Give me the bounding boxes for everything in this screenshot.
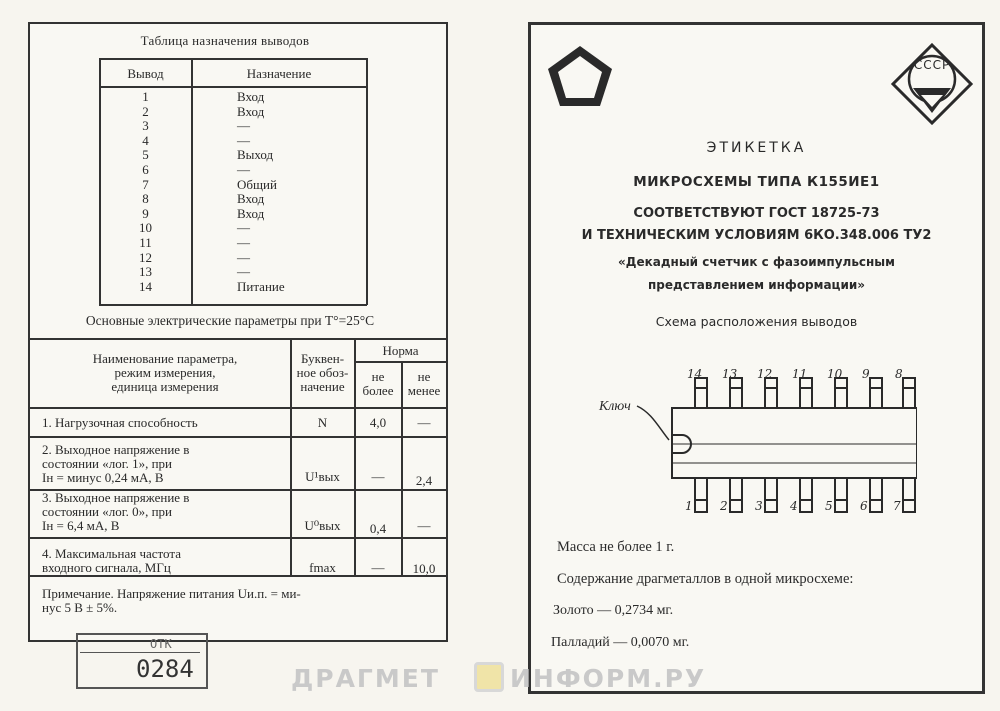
pin-row	[100, 134, 366, 149]
pin-label: 13	[722, 367, 738, 381]
top-pin-tip	[870, 378, 882, 388]
key-label: Ключ	[599, 399, 631, 414]
param-3-name-1: 3. Выходное напряжение в	[42, 490, 190, 505]
pin-number: 12	[139, 249, 152, 265]
param-3-name-2: состоянии «лог. 0», при	[42, 504, 172, 519]
pin-number: 2	[142, 103, 149, 119]
watermark-right: ИНФОРМ.РУ	[510, 664, 707, 693]
params-row3-rule	[30, 537, 446, 539]
top-pin-tip	[903, 378, 915, 388]
top-pin	[870, 388, 882, 408]
param-1-max: 4,0	[369, 415, 387, 430]
param-name-header-2: режим измерения,	[114, 365, 216, 380]
bottom-pin-tip	[730, 500, 742, 512]
purpose-col-header: Назначение	[246, 66, 312, 81]
pin-table	[100, 90, 366, 294]
bottom-pin-tip	[765, 500, 777, 512]
param-3-max: 0,4	[369, 521, 387, 536]
pin-row	[100, 178, 366, 193]
pin-row	[100, 236, 366, 251]
label-line-1: МИКРОСХЕМЫ ТИПА К155ИЕ1	[633, 174, 880, 190]
metals-title: Содержание драгметаллов в одной микросхеме:	[557, 571, 854, 587]
pin-table-title: Таблица назначения выводов	[140, 33, 310, 48]
otk-stamp-divider	[80, 652, 200, 653]
param-4-name-2: входного сигнала, МГц	[42, 560, 171, 575]
pin-row	[100, 280, 366, 295]
pin-table-header-rule	[99, 86, 367, 88]
gold-content: Золото — 0,2734 мг.	[553, 603, 674, 618]
top-pin	[903, 388, 915, 408]
symbol-header-2: ное обоз-	[296, 365, 349, 380]
pin-label: 7	[893, 499, 901, 513]
mass-text: Масса не более 1 г.	[557, 539, 675, 555]
pin-row	[100, 163, 366, 178]
top-pin	[695, 388, 707, 408]
pin-label: 3	[755, 499, 763, 513]
param-4-min: 10,0	[412, 561, 436, 576]
pin-row	[100, 105, 366, 120]
min-header-2: менее	[407, 383, 441, 398]
pin-row	[100, 265, 366, 280]
watermark-logo-icon	[474, 662, 504, 692]
pinout-scheme	[597, 358, 917, 523]
param-4-max: —	[371, 560, 385, 575]
pin-purpose: —	[237, 249, 250, 265]
param-1-name: 1. Нагрузочная способность	[42, 415, 198, 430]
pin-number: 11	[139, 234, 152, 250]
label-line-4: «Декадный счетчик с фазоимпульсным	[618, 255, 895, 269]
symbol-header-1: Буквен-	[300, 351, 345, 366]
bottom-pin	[870, 478, 882, 500]
otk-stamp-number: 0284	[136, 655, 194, 683]
params-header-rule	[30, 407, 446, 409]
bottom-pin-tip	[870, 500, 882, 512]
watermark-left: ДРАГМЕТ	[291, 664, 440, 693]
pin-number: 8	[142, 191, 149, 207]
pin-label: 9	[862, 367, 870, 381]
param-2-max: —	[371, 469, 385, 484]
pin-label: 14	[687, 367, 703, 381]
pin-number: 3	[142, 118, 149, 134]
param-2-name-2: состоянии «лог. 1», при	[42, 456, 172, 471]
param-4-name-1: 4. Максимальная частота	[42, 546, 181, 561]
product-label-sheet	[528, 22, 985, 694]
params-title: Основные электрические параметры при Т°=25°С	[85, 313, 375, 328]
bottom-pin	[765, 478, 777, 500]
param-2-name-1: 2. Выходное напряжение в	[42, 442, 190, 457]
pin-row	[100, 90, 366, 105]
label-line-5: представлением информации»	[647, 278, 866, 292]
pin-number: 13	[139, 264, 152, 280]
param-3-name-3: Iн = 6,4 мА, В	[42, 518, 120, 533]
pin-label: 12	[757, 367, 773, 381]
param-1-symbol: N	[317, 415, 328, 430]
param-1-min: —	[417, 415, 431, 430]
params-top-rule	[30, 338, 446, 340]
top-pin	[835, 388, 847, 408]
label-line-2: СООТВЕТСТВУЮТ ГОСТ 18725-73	[633, 206, 880, 221]
pin-row	[100, 207, 366, 222]
pin-purpose: —	[237, 234, 250, 250]
param-4-symbol: fmax	[309, 560, 336, 575]
bottom-pin-tip	[695, 500, 707, 512]
bottom-pin	[695, 478, 707, 500]
symbol-header-3: начение	[300, 379, 345, 394]
params-row4-rule	[30, 575, 446, 577]
pin-row	[100, 119, 366, 134]
param-2-name-3: Iн = минус 0,24 мА, В	[42, 470, 164, 485]
pin-purpose: —	[237, 118, 250, 134]
bottom-pin	[903, 478, 915, 500]
pin-number: 9	[142, 205, 149, 221]
pin-label: 11	[792, 367, 808, 381]
pin-table-bottom-rule	[99, 304, 367, 306]
pin-number: 1	[142, 89, 149, 104]
bottom-pin-tip	[835, 500, 847, 512]
pin-purpose: Общий	[237, 176, 277, 192]
pin-number: 5	[142, 147, 149, 163]
pin-number: 14	[139, 278, 152, 294]
bottom-pin	[800, 478, 812, 500]
pin-label: 6	[860, 499, 868, 513]
pin-purpose: Вход	[237, 89, 265, 104]
pin-purpose: —	[237, 264, 250, 280]
params-row1-rule	[30, 436, 446, 438]
ussr-mark-text: СССР	[913, 58, 951, 72]
palladium-content: Палладий — 0,0070 мг.	[551, 635, 690, 650]
pin-label: 8	[895, 367, 903, 381]
pin-purpose: Вход	[237, 205, 265, 221]
pin-col-header: Вывод	[127, 66, 164, 81]
pin-row	[100, 221, 366, 236]
pin-label: 2	[720, 499, 728, 513]
param-2-symbol: U¹вых	[305, 469, 340, 484]
pin-label: 4	[790, 499, 798, 513]
pin-label: 10	[827, 367, 843, 381]
otk-stamp	[76, 633, 208, 689]
scheme-title: Схема расположения выводов	[655, 314, 858, 329]
params-norm-rule	[354, 361, 446, 363]
pin-purpose: Вход	[237, 103, 265, 119]
top-pin	[765, 388, 777, 408]
label-title: ЭТИКЕТКА	[706, 140, 807, 156]
bottom-pin-tip	[800, 500, 812, 512]
bottom-pin	[835, 478, 847, 500]
chip-body	[672, 408, 917, 478]
bottom-pin-tip	[903, 500, 915, 512]
note-line-1: Примечание. Напряжение питания Uи.п. = ми-	[42, 586, 301, 601]
top-pin	[730, 388, 742, 408]
norm-header: Норма	[382, 343, 419, 358]
pin-purpose: —	[237, 132, 250, 148]
pin-number: 4	[142, 132, 149, 148]
pin-table-right-rule	[366, 58, 368, 305]
param-3-min: —	[417, 518, 431, 533]
bottom-pin	[730, 478, 742, 500]
pin-purpose: Вход	[237, 191, 265, 207]
pin-row	[100, 148, 366, 163]
pin-number: 10	[139, 220, 152, 236]
pin-purpose: —	[237, 220, 250, 236]
pin-number: 7	[142, 176, 149, 192]
param-3-symbol: U⁰вых	[304, 518, 341, 533]
param-2-min: 2,4	[415, 473, 433, 488]
pin-table-top-rule	[99, 58, 367, 60]
min-header-1: не	[417, 369, 431, 384]
param-name-header-1: Наименование параметра,	[92, 351, 238, 366]
pin-purpose: Выход	[237, 147, 274, 163]
pentagon-quality-mark-icon	[545, 43, 615, 109]
pin-purpose: —	[237, 161, 250, 177]
pin-row	[100, 192, 366, 207]
top-pin	[800, 388, 812, 408]
pin-label: 5	[825, 499, 833, 513]
label-line-3: И ТЕХНИЧЕСКИМ УСЛОВИЯМ 6КО.348.006 ТУ2	[581, 228, 932, 243]
param-name-header-3: единица измерения	[111, 379, 219, 394]
pin-label: 1	[685, 499, 693, 513]
pin-and-parameters-sheet	[28, 22, 448, 642]
ussr-quality-mark-icon	[891, 43, 973, 125]
max-header-2: более	[362, 383, 394, 398]
note-line-2: нус 5 В ± 5%.	[42, 600, 118, 615]
pin-row	[100, 251, 366, 266]
otk-stamp-top: OTK	[150, 637, 172, 651]
pin-number: 6	[142, 161, 149, 177]
max-header-1: не	[371, 369, 385, 384]
pin-purpose: Питание	[237, 278, 285, 294]
